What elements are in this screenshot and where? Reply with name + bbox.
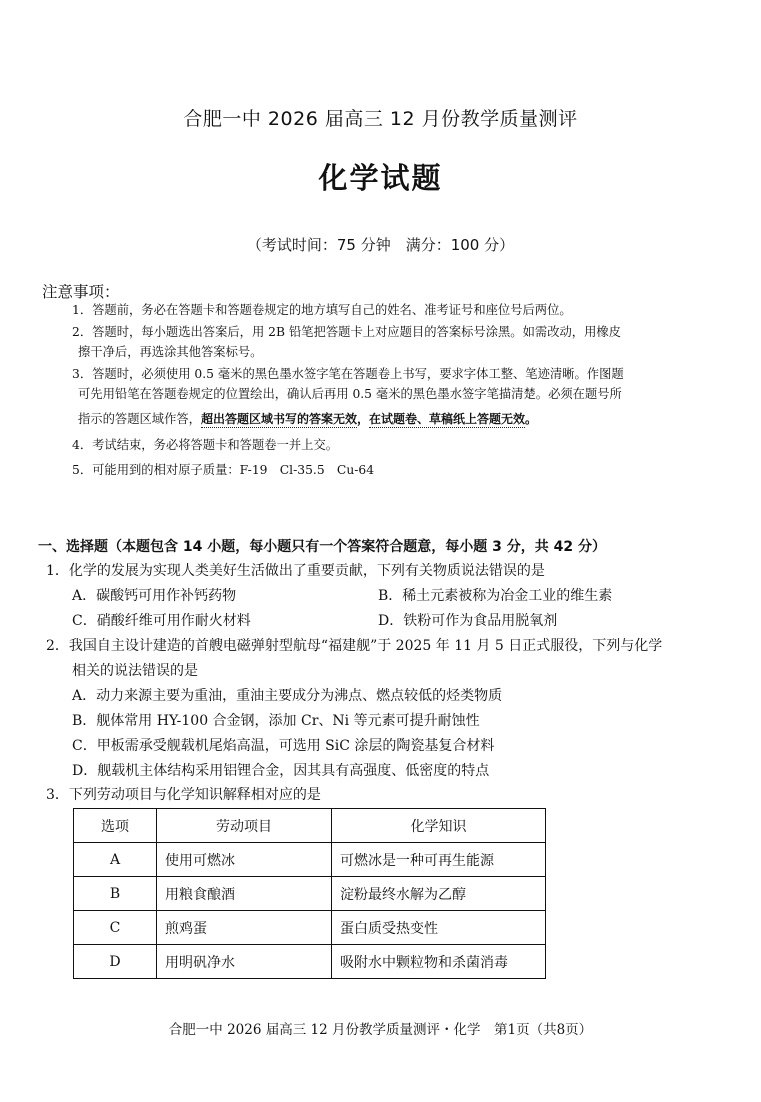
notice-emphasis-2: 在试题卷、草稿纸上答题无效 xyxy=(369,412,526,426)
exam-info: （考试时间：75 分钟 满分：100 分） xyxy=(246,236,515,254)
table-cell: A xyxy=(74,843,157,877)
notice-period: 。 xyxy=(525,412,538,426)
table-cell: 吸附水中颗粒物和杀菌消毒 xyxy=(332,945,546,979)
section-heading: 一、选择题（本题包含 14 小题，每小题只有一个答案符合题意，每小题 3 分，共 42 分） xyxy=(38,539,606,555)
question-1-option-c: C．硝酸纤维可用作耐火材料 xyxy=(72,613,251,629)
table-header-option: 选项 xyxy=(74,809,157,843)
question-3-stem: 3．下列劳动项目与化学知识解释相对应的是 xyxy=(46,787,321,803)
table-cell: 蛋白质受热变性 xyxy=(332,911,546,945)
table-row xyxy=(74,945,546,979)
question-2-stem-line-2: 相关的说法错误的是 xyxy=(72,663,198,679)
notice-item-3-plain: 指示的答题区域作答， xyxy=(78,412,201,426)
table-cell: 煎鸡蛋 xyxy=(157,911,332,945)
page-footer: 合肥一中 2026 届高三 12 月份教学质量测评・化学 第1页（共8页） xyxy=(168,1022,593,1038)
notice-item-3-line-2: 可先用铅笔在答题卷规定的位置绘出，确认后再用 0.5 毫米的黑色墨水签字笔描清楚。必须在题号所 xyxy=(78,387,622,401)
question-2-option-d: D．舰载机主体结构采用铝锂合金，因其具有高强度、低密度的特点 xyxy=(72,763,490,779)
table-cell: B xyxy=(74,877,157,911)
question-2-option-b: B．舰体常用 HY-100 合金钢，添加 Cr、Ni 等元素可提升耐蚀性 xyxy=(72,713,480,729)
question-1-option-a: A．碳酸钙可用作补钙药物 xyxy=(72,588,237,604)
notice-item-3-line-3 xyxy=(78,410,537,428)
table-cell: 用粮食酿酒 xyxy=(157,877,332,911)
notice-item-2-line-2: 擦干净后，再选涂其他答案标号。 xyxy=(78,345,263,359)
question-2-option-c: C．甲板需承受舰载机尾焰高温，可选用 SiC 涂层的陶瓷基复合材料 xyxy=(72,738,495,754)
table-header-activity: 劳动项目 xyxy=(157,809,332,843)
table-header-knowledge: 化学知识 xyxy=(332,809,546,843)
exam-title: 合肥一中 2026 届高三 12 月份教学质量测评 xyxy=(183,108,578,130)
question-2-stem-line-1: 2．我国自主设计建造的首艘电磁弹射型航母“福建舰”于 2025 年 11 月 5 日正式服役，下列与化学 xyxy=(46,638,663,654)
table-cell: D xyxy=(74,945,157,979)
question-1-option-d: D．铁粉可作为食品用脱氧剂 xyxy=(378,613,558,629)
notice-item-2-line-1: 2．答题时，每小题选出答案后，用 2B 铅笔把答题卡上对应题目的答案标号涂黑。如需改动，用橡皮 xyxy=(72,325,621,339)
notice-item-3-line-1: 3．答题时，必须使用 0.5 毫米的黑色墨水签字笔在答题卷上书写，要求字体工整、笔迹清晰。作图题 xyxy=(72,367,624,381)
table-cell: 使用可燃冰 xyxy=(157,843,332,877)
notice-item-4: 4．考试结束，务必将答题卡和答题卷一并上交。 xyxy=(72,438,339,452)
question-3-table xyxy=(73,808,546,979)
table-row xyxy=(74,843,546,877)
notice-item-5: 5．可能用到的相对原子质量：F-19 Cl-35.5 Cu-64 xyxy=(72,463,375,477)
question-2-option-a: A．动力来源主要为重油，重油主要成分为沸点、燃点较低的烃类物质 xyxy=(72,688,503,704)
notice-item-1: 1．答题前，务必在答题卡和答题卷规定的地方填写自己的姓名、准考证号和座位号后两位。 xyxy=(72,303,572,317)
notice-comma: ， xyxy=(357,412,370,426)
table-row xyxy=(74,911,546,945)
table-cell: 用明矾净水 xyxy=(157,945,332,979)
notice-emphasis-1: 超出答题区域书写的答案无效 xyxy=(200,412,357,426)
table-cell: 淀粉最终水解为乙醇 xyxy=(332,877,546,911)
table-cell: 可燃冰是一种可再生能源 xyxy=(332,843,546,877)
table-row xyxy=(74,877,546,911)
table-cell: C xyxy=(74,911,157,945)
question-1-option-b: B．稀土元素被称为冶金工业的维生素 xyxy=(378,588,613,604)
subject-title: 化学试题 xyxy=(318,161,443,195)
notice-heading: 注意事项： xyxy=(42,283,120,301)
table-header-row xyxy=(74,809,546,843)
question-1-stem: 1．化学的发展为实现人类美好生活做出了重要贡献，下列有关物质说法错误的是 xyxy=(46,563,545,579)
